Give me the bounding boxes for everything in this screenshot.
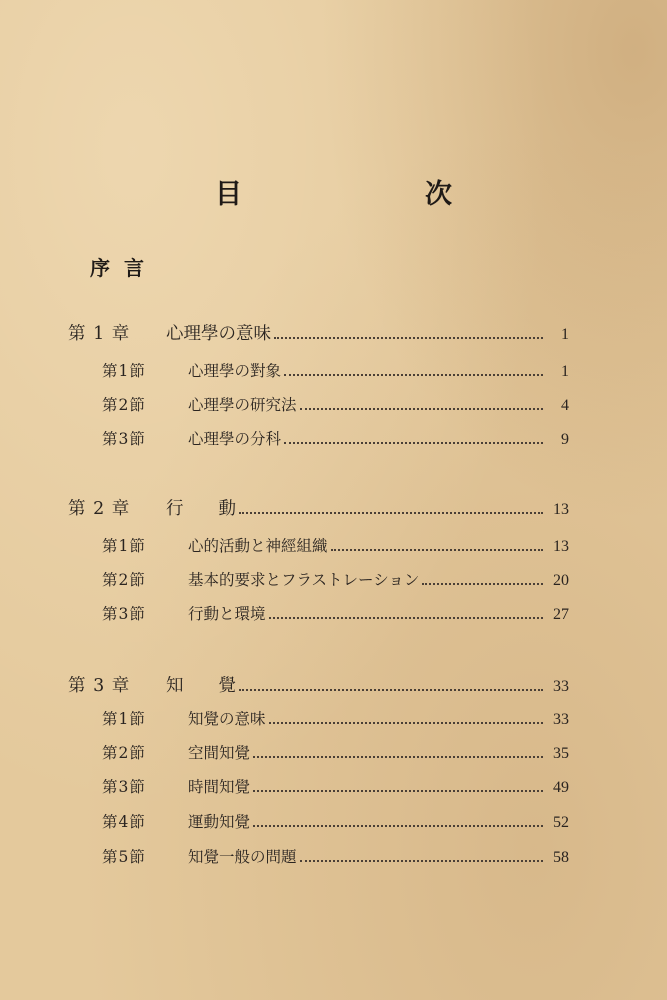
toc-section-1-2: [102, 393, 569, 417]
toc-section-2-3: [102, 602, 569, 626]
section-number: 第1節: [102, 710, 146, 728]
page-number: 1: [561, 326, 569, 343]
section-title: 知覺の意味: [188, 710, 266, 728]
toc-section-3-4: [102, 810, 569, 834]
section-number: 第2節: [102, 744, 146, 762]
section-number: 第3節: [102, 430, 146, 448]
section-title: 基本的要求とフラストレーション: [188, 571, 420, 589]
section-title: 心的活動と神經組織: [188, 537, 328, 555]
dot-leader: [300, 408, 543, 410]
section-number: 第1節: [102, 362, 146, 380]
page-number: 20: [553, 572, 569, 589]
section-number: 第1節: [102, 537, 146, 555]
dot-leader: [269, 617, 543, 619]
dot-leader: [253, 756, 543, 758]
dot-leader: [269, 722, 543, 724]
toc-chapter-2: [68, 495, 569, 519]
page-number: 33: [553, 711, 569, 728]
page-number: 13: [553, 538, 569, 555]
toc-section-3-2: [102, 741, 569, 765]
page-number: 49: [553, 779, 569, 796]
page-number: 58: [553, 849, 569, 866]
chapter-title: 行 動: [166, 499, 236, 519]
toc-chapter-3: [68, 672, 569, 696]
section-title: 空間知覺: [188, 744, 251, 762]
section-title: 心理學の對象: [188, 362, 282, 380]
page-number: 4: [561, 397, 569, 414]
dot-leader: [274, 337, 543, 339]
page-number: 9: [561, 431, 569, 448]
section-number: 第3節: [102, 605, 146, 623]
dot-leader: [422, 583, 543, 585]
dot-leader: [300, 860, 543, 862]
chapter-title: 心理學の意味: [166, 324, 271, 344]
section-number: 第5節: [102, 848, 146, 866]
section-number: 第4節: [102, 813, 146, 831]
toc-section-3-1: [102, 707, 569, 731]
section-number: 第3節: [102, 778, 146, 796]
preface-heading: 序言: [90, 256, 158, 280]
dot-leader: [284, 374, 543, 376]
dot-leader: [284, 442, 543, 444]
page-title: 目 次: [215, 179, 530, 210]
page-number: 35: [553, 745, 569, 762]
toc-section-3-5: [102, 845, 569, 869]
section-title: 時間知覺: [188, 778, 251, 796]
section-number: 第2節: [102, 571, 146, 589]
section-title: 心理學の研究法: [188, 396, 297, 414]
toc-section-1-1: [102, 359, 569, 383]
section-title: 運動知覺: [188, 813, 251, 831]
chapter-title: 知 覺: [166, 676, 236, 696]
section-number: 第2節: [102, 396, 146, 414]
toc-chapter-1: [68, 320, 569, 344]
chapter-number: 第 1 章: [68, 324, 131, 344]
page-number: 13: [553, 501, 569, 518]
page-number: 33: [553, 678, 569, 695]
section-title: 知覺一般の問題: [188, 848, 297, 866]
toc-section-2-2: [102, 568, 569, 592]
section-title: 心理學の分科: [188, 430, 282, 448]
page-number: 1: [561, 363, 569, 380]
page-number: 27: [553, 606, 569, 623]
page-number: 52: [553, 814, 569, 831]
dot-leader: [253, 790, 543, 792]
toc-section-1-3: [102, 427, 569, 451]
dot-leader: [239, 512, 543, 514]
dot-leader: [331, 549, 543, 551]
toc-section-2-1: [102, 534, 569, 558]
dot-leader: [253, 825, 543, 827]
toc-section-3-3: [102, 775, 569, 799]
dot-leader: [239, 689, 543, 691]
section-title: 行動と環境: [188, 605, 266, 623]
chapter-number: 第 2 章: [68, 499, 131, 519]
chapter-number: 第 3 章: [68, 676, 131, 696]
